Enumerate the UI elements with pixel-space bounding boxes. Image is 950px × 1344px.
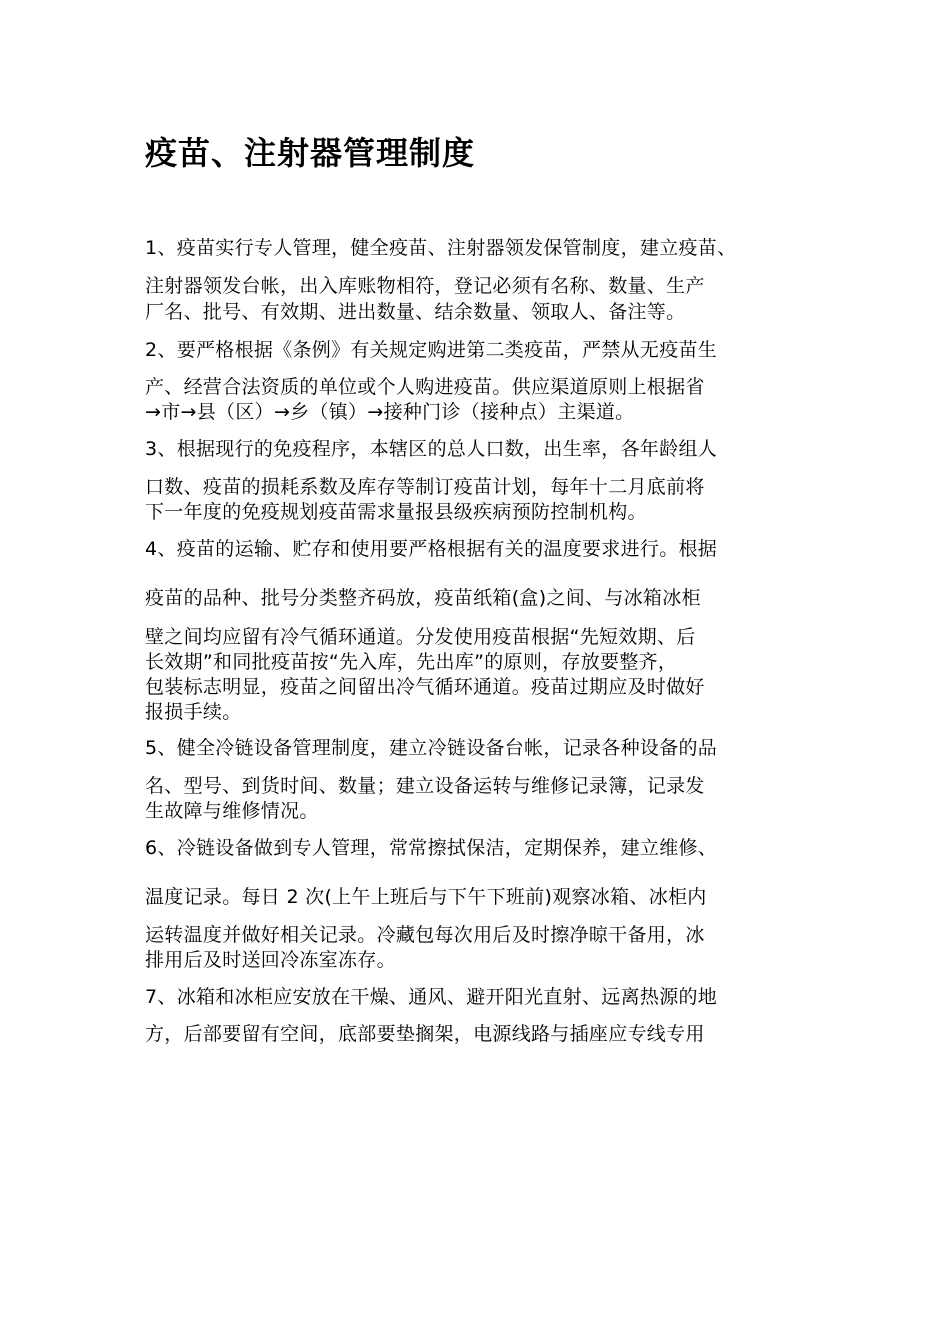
text-line: 包装标志明显，疫苗之间留出冷气循环通道。疫苗过期应及时做好 xyxy=(145,676,705,698)
text-line: 产、经营合法资质的单位或个人购进疫苗。供应渠道原则上根据省 xyxy=(145,376,705,398)
text-line: 下一年度的免疫规划疫苗需求量报县级疾病预防控制机构。 xyxy=(145,501,647,523)
text-line: 方，后部要留有空间，底部要垫搁架，电源线路与插座应专线专用 xyxy=(145,1023,705,1045)
text-line: 报损手续。 xyxy=(145,701,242,723)
text-line: 温度记录。每日 2 次(上午上班后与下午下班前)观察冰箱、冰柜内 xyxy=(145,886,707,908)
text-line: 长效期”和同批疫苗按“先入库，先出库”的原则，存放要整齐， xyxy=(145,651,678,673)
text-line: 4、疫苗的运输、贮存和使用要严格根据有关的温度要求进行。根据 xyxy=(145,538,718,560)
text-line: 厂名、批号、有效期、进出数量、结余数量、领取人、备注等。 xyxy=(145,301,686,323)
text-line: 1、疫苗实行专人管理，健全疫苗、注射器领发保管制度，建立疫苗、 xyxy=(145,237,737,259)
text-line: 7、冰箱和冰柜应安放在干燥、通风、避开阳光直射、远离热源的地 xyxy=(145,986,718,1008)
text-line: 壁之间均应留有冷气循环通道。分发使用疫苗根据“先短效期、后 xyxy=(145,626,696,648)
text-line: 3、根据现行的免疫程序，本辖区的总人口数，出生率，各年龄组人 xyxy=(145,438,718,460)
text-line: 名、型号、到货时间、数量；建立设备运转与维修记录簿，记录发 xyxy=(145,775,705,797)
text-line: 运转温度并做好相关记录。冷藏包每次用后及时擦净晾干备用，冰 xyxy=(145,924,705,946)
text-line: 排用后及时送回冷冻室冻存。 xyxy=(145,949,396,971)
text-line: →市→县（区）→乡（镇）→接种门诊（接种点）主渠道。 xyxy=(145,401,635,423)
text-line: 6、冷链设备做到专人管理，常常擦拭保洁，定期保养，建立维修、 xyxy=(145,837,718,859)
text-line: 生故障与维修情况。 xyxy=(145,800,319,822)
document-title: 疫苗、注射器管理制度 xyxy=(145,134,476,172)
text-line: 5、健全冷链设备管理制度，建立冷链设备台帐，记录各种设备的品 xyxy=(145,737,718,759)
text-line: 疫苗的品种、批号分类整齐码放，疫苗纸箱(盒)之间、与冰箱冰柜 xyxy=(145,587,701,609)
text-line: 口数、疫苗的损耗系数及库存等制订疫苗计划，每年十二月底前将 xyxy=(145,476,705,498)
text-line: 注射器领发台帐，出入库账物相符，登记必须有名称、数量、生产 xyxy=(145,275,705,297)
text-line: 2、要严格根据《条例》有关规定购进第二类疫苗，严禁从无疫苗生 xyxy=(145,339,718,361)
